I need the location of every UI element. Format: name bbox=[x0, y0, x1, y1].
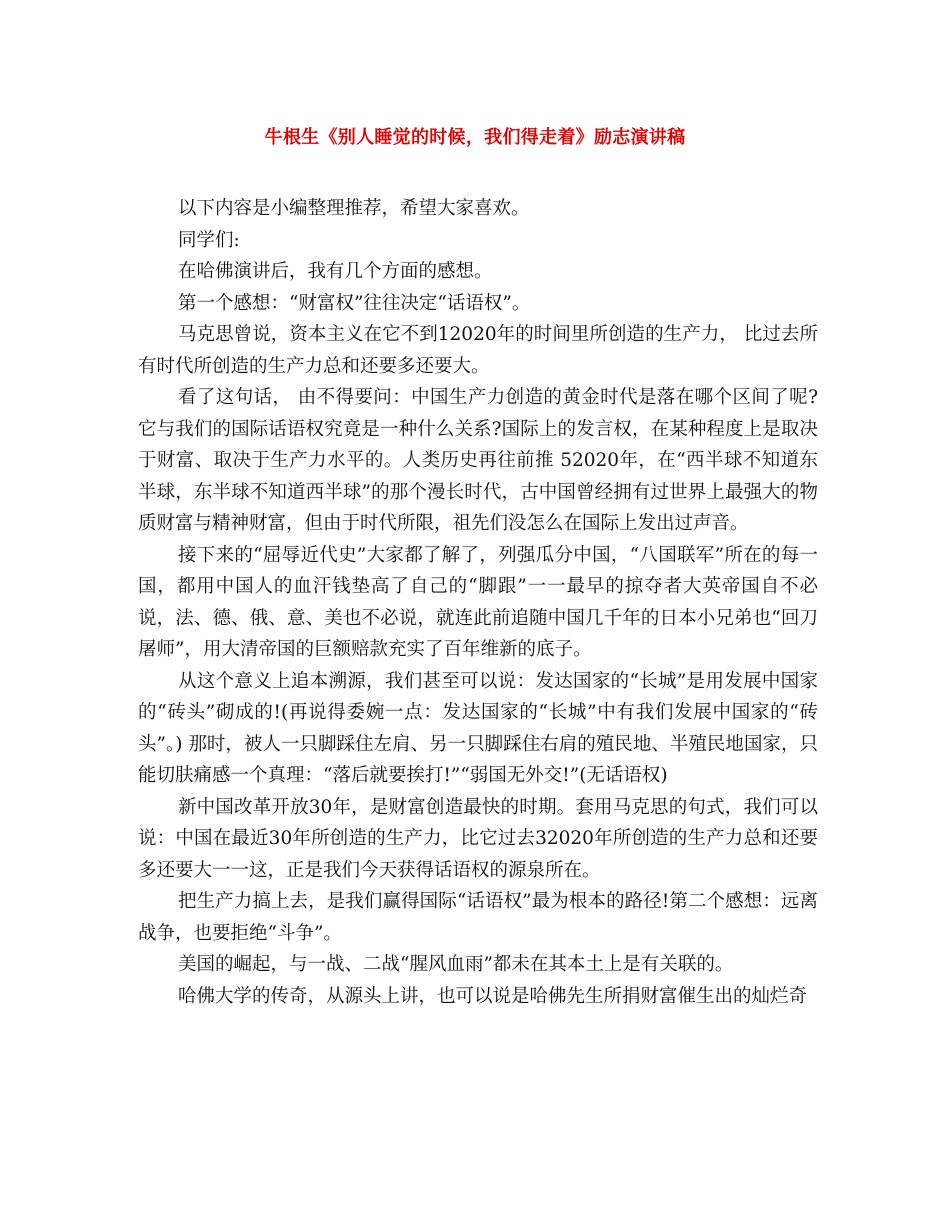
paragraph: 接下来的“屈辱近代史”大家都了解了，列强瓜分中国，“八国联军”所在的每一国，都用中国人的血汗钱垫高了自己的“脚跟”一一最早的掠夺者大英帝国自不必说，法、德、俄、意、美也不必说，就连此前追随中国几千年的日本小兄弟也“回刀屠师”，用大清帝国的巨额赔款充实了百年维新的底子。 bbox=[138, 544, 818, 660]
document-title: 牛根生《别人睡觉的时候，我们得走着》励志演讲稿 bbox=[264, 127, 686, 148]
paragraph: 哈佛大学的传奇，从源头上讲，也可以说是哈佛先生所捐财富催生出的灿烂奇 bbox=[178, 985, 808, 1007]
paragraph-intro: 以下内容是小编整理推荐，希望大家喜欢。 bbox=[178, 198, 530, 219]
paragraph: 在哈佛演讲后，我有几个方面的感想。 bbox=[178, 261, 493, 282]
paragraph: 美国的崛起，与一战、二战“腥风血雨”都未在其本土上是有关联的。 bbox=[178, 954, 734, 975]
paragraph: 新中国改革开放30年，是财富创造最快的时期。套用马克思的句式，我们可以说：中国在最近30年所创造的生产力，比它过去32020年所创造的生产力总和还要多还要大一一这，正是我们今天获得话语权的源泉所在。 bbox=[138, 796, 818, 881]
paragraph-first-thought: 第一个感想：“财富权”往往决定“话语权”。 bbox=[178, 292, 531, 314]
paragraph-second-thought: 把生产力搞上去，是我们赢得国际“话语权”最为根本的路径!第二个感想：远离战争，也要拒绝“斗争”。 bbox=[138, 891, 818, 944]
paragraph: 马克思曾说，资本主义在它不到12020年的时间里所创造的生产力， 比过去所有时代所创造的生产力总和还要多还要大。 bbox=[138, 324, 818, 377]
paragraph-greeting: 同学们: bbox=[178, 229, 240, 251]
paragraph: 从这个意义上追本溯源，我们甚至可以说：发达国家的“长城”是用发展中国家的“砖头”砌成的!(再说得委婉一点：发达国家的“长城”中有我们发展中国家的“砖头”。) 那时，被人一只脚踩住左肩、另一只脚踩住右肩的殖民地、半殖民地国家，只能切肤痛感一个真理：“落后就要挨打!”“弱国无外交!”(无话语权) bbox=[138, 670, 818, 786]
document-body bbox=[138, 193, 818, 1012]
paragraph: 看了这句话， 由不得要问：中国生产力创造的黄金时代是落在哪个区间了呢?它与我们的国际话语权究竟是一种什么关系?国际上的发言权，在某种程度上是取决于财富、取决于生产力水平的。人类历史再往前推 52020年，在“西半球不知道东半球，东半球不知道西半球”的那个漫长时代，古中国曾经拥有过世界上最强大的物质财富与精神财富，但由于时代所限，祖先们没怎么在国际上发出过声音。 bbox=[138, 387, 818, 534]
